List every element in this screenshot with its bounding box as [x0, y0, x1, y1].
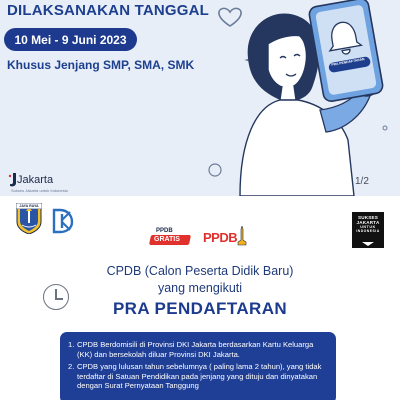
sukses-line2: JAKARTA: [356, 220, 380, 225]
ppdb-badge: [203, 226, 247, 248]
sukses-line3: UNTUK: [360, 225, 376, 229]
sukses-jakarta-logo: [352, 212, 384, 248]
requirement-text: CPDB yang lulusan tahun sebelumnya ( paling lama 2 tahun), yang tidak terdaftar di Satuan Pendidikan pada jenjang yang dituju dan dinyatakan dengan Surat Pernyataan Tanggung: [77, 362, 322, 390]
phone-mockup: [308, 0, 384, 102]
jakarta-tagline: Sukses Jakarta untuk Indonesia: [11, 188, 68, 193]
cpdb-line: CPDB (Calon Peserta Didik Baru): [106, 264, 294, 278]
requirements-box: [60, 332, 336, 400]
requirement-item: [68, 340, 328, 359]
announcement-slide-top: [0, 0, 400, 196]
dinas-pendidikan-logo: [50, 208, 76, 234]
phone-pra-pendaftaran-label: PRA PENDAFTARAN: [331, 57, 365, 67]
jakarta-logo: [8, 173, 53, 187]
ppdb-gratis-top-label: PPDB: [156, 228, 173, 234]
requirement-item: [68, 362, 328, 391]
sukses-line4: INDONESIA: [356, 229, 380, 233]
monas-tower-icon: [237, 226, 247, 246]
sukses-triangle-icon: [362, 242, 374, 246]
announcement-slide-bottom: [0, 196, 400, 400]
sukses-line1: SUKSES: [357, 215, 379, 220]
school-level-subheading: Khusus Jenjang SMP, SMA, SMK: [7, 58, 195, 72]
requirement-number: 1.: [68, 340, 75, 349]
date-range-badge: [4, 28, 137, 51]
ppdb-gratis-bottom-label: GRATIS: [154, 236, 180, 243]
pra-pendaftaran-title: PRA PENDAFTARAN: [112, 299, 288, 318]
ppdb-gratis-badge: [150, 228, 196, 246]
ppdb-badge-label: PPDB: [203, 230, 238, 245]
woman-holding-phone-illustration: [200, 0, 400, 196]
date-range-text: 10 Mei - 9 Juni 2023: [14, 32, 127, 47]
jakarta-wordmark: Jakarta: [17, 174, 54, 186]
schedule-heading: DILAKSANAKAN TANGGAL: [7, 2, 210, 19]
dki-crest-text: JAYA RAYA: [19, 204, 39, 208]
heart-icon: [219, 8, 241, 26]
requirement-number: 2.: [68, 362, 75, 371]
jakarta-mark-icon: [8, 173, 16, 187]
requirement-text: CPDB Berdomisili di Provinsi DKI Jakarta berdasarkan Kartu Keluarga (KK) dan bersekolah diluar Provinsi DKI Jakarta.: [77, 340, 314, 359]
mengikuti-line: yang mengikuti: [157, 281, 243, 295]
page-indicator: 1/2: [355, 176, 369, 187]
